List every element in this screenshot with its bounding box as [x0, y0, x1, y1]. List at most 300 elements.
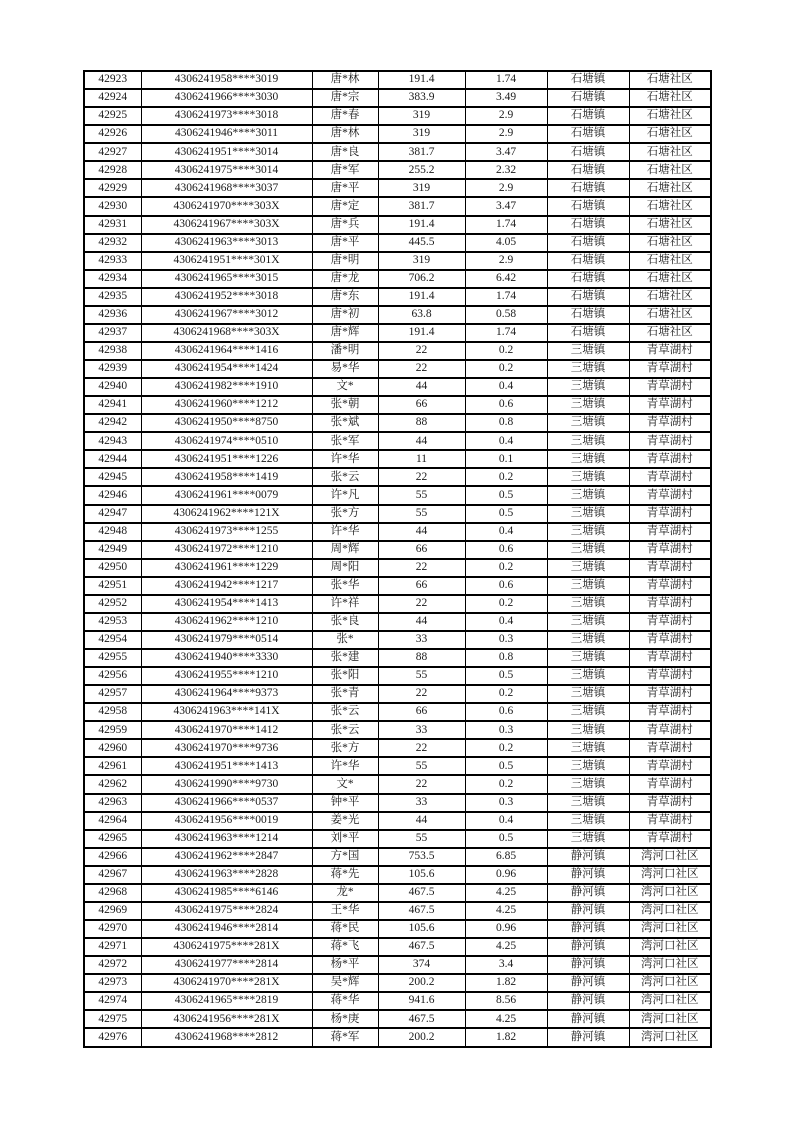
cell-village: 石塘社区	[629, 71, 711, 89]
cell-town: 三塘镇	[547, 830, 629, 848]
cell-village: 青草湖村	[629, 721, 711, 739]
cell-town: 石塘镇	[547, 270, 629, 288]
cell-id-number: 4306241966****3030	[141, 89, 312, 107]
cell-village: 青草湖村	[629, 667, 711, 685]
cell-village: 青草湖村	[629, 812, 711, 830]
cell-serial: 42974	[84, 992, 141, 1010]
table-row	[84, 902, 711, 920]
table-row	[84, 992, 711, 1010]
table-row	[84, 468, 711, 486]
cell-town: 三塘镇	[547, 523, 629, 541]
cell-id-number: 4306241979****0514	[141, 631, 312, 649]
cell-town: 石塘镇	[547, 324, 629, 342]
table-row	[84, 938, 711, 956]
cell-name: 唐*平	[312, 179, 378, 197]
cell-village: 石塘社区	[629, 179, 711, 197]
cell-amount: 467.5	[378, 884, 465, 902]
cell-amount: 191.4	[378, 324, 465, 342]
table-row	[84, 541, 711, 559]
cell-id-number: 4306241958****1419	[141, 468, 312, 486]
cell-name: 许*华	[312, 450, 378, 468]
cell-id-number: 4306241956****281X	[141, 1010, 312, 1028]
cell-rate: 4.25	[465, 884, 547, 902]
cell-amount: 467.5	[378, 1010, 465, 1028]
table-row	[84, 848, 711, 866]
cell-rate: 0.2	[465, 342, 547, 360]
cell-serial: 42941	[84, 396, 141, 414]
cell-town: 石塘镇	[547, 179, 629, 197]
table-row	[84, 486, 711, 504]
cell-serial: 42930	[84, 197, 141, 215]
cell-serial: 42940	[84, 378, 141, 396]
cell-rate: 0.1	[465, 450, 547, 468]
cell-name: 刘*平	[312, 830, 378, 848]
cell-amount: 66	[378, 541, 465, 559]
cell-rate: 0.4	[465, 378, 547, 396]
cell-town: 三塘镇	[547, 378, 629, 396]
cell-id-number: 4306241965****3015	[141, 270, 312, 288]
cell-serial: 42967	[84, 866, 141, 884]
cell-village: 石塘社区	[629, 324, 711, 342]
cell-town: 静河镇	[547, 992, 629, 1010]
cell-amount: 44	[378, 812, 465, 830]
cell-serial: 42969	[84, 902, 141, 920]
cell-rate: 0.6	[465, 396, 547, 414]
cell-name: 许*华	[312, 757, 378, 775]
cell-rate: 4.25	[465, 1010, 547, 1028]
cell-village: 青草湖村	[629, 595, 711, 613]
cell-amount: 44	[378, 523, 465, 541]
cell-amount: 22	[378, 342, 465, 360]
cell-rate: 6.42	[465, 270, 547, 288]
cell-town: 三塘镇	[547, 631, 629, 649]
cell-amount: 445.5	[378, 234, 465, 252]
table-row	[84, 812, 711, 830]
cell-village: 青草湖村	[629, 685, 711, 703]
cell-town: 三塘镇	[547, 685, 629, 703]
cell-name: 易*华	[312, 360, 378, 378]
cell-rate: 0.6	[465, 577, 547, 595]
cell-id-number: 4306241954****1413	[141, 595, 312, 613]
cell-amount: 467.5	[378, 938, 465, 956]
cell-id-number: 4306241962****121X	[141, 505, 312, 523]
cell-name: 周*阳	[312, 559, 378, 577]
cell-village: 青草湖村	[629, 559, 711, 577]
cell-id-number: 4306241951****3014	[141, 143, 312, 161]
cell-rate: 2.9	[465, 125, 547, 143]
cell-id-number: 4306241970****1412	[141, 721, 312, 739]
cell-rate: 0.2	[465, 559, 547, 577]
cell-town: 石塘镇	[547, 306, 629, 324]
cell-amount: 941.6	[378, 992, 465, 1010]
cell-amount: 319	[378, 179, 465, 197]
cell-town: 静河镇	[547, 1010, 629, 1028]
cell-town: 三塘镇	[547, 775, 629, 793]
cell-village: 青草湖村	[629, 432, 711, 450]
cell-village: 青草湖村	[629, 378, 711, 396]
cell-name: 张*阳	[312, 667, 378, 685]
cell-name: 唐*林	[312, 71, 378, 89]
cell-name: 钟*平	[312, 794, 378, 812]
cell-town: 静河镇	[547, 956, 629, 974]
table-row	[84, 324, 711, 342]
cell-village: 青草湖村	[629, 739, 711, 757]
cell-name: 唐*春	[312, 107, 378, 125]
cell-amount: 44	[378, 432, 465, 450]
cell-name: 唐*平	[312, 234, 378, 252]
cell-serial: 42965	[84, 830, 141, 848]
cell-town: 三塘镇	[547, 468, 629, 486]
cell-id-number: 4306241942****1217	[141, 577, 312, 595]
cell-name: 张*华	[312, 577, 378, 595]
cell-village: 湾河口社区	[629, 902, 711, 920]
cell-amount: 22	[378, 739, 465, 757]
cell-name: 张*建	[312, 649, 378, 667]
cell-amount: 255.2	[378, 161, 465, 179]
cell-amount: 44	[378, 613, 465, 631]
cell-rate: 2.9	[465, 107, 547, 125]
cell-id-number: 4306241963****3013	[141, 234, 312, 252]
table-row	[84, 974, 711, 992]
cell-id-number: 4306241952****3018	[141, 288, 312, 306]
table-row	[84, 143, 711, 161]
cell-name: 张*青	[312, 685, 378, 703]
cell-serial: 42958	[84, 703, 141, 721]
cell-id-number: 4306241974****0510	[141, 432, 312, 450]
cell-name: 许*华	[312, 523, 378, 541]
cell-serial: 42970	[84, 920, 141, 938]
cell-name: 蒋*军	[312, 1028, 378, 1047]
cell-serial: 42938	[84, 342, 141, 360]
cell-id-number: 4306241946****2814	[141, 920, 312, 938]
cell-serial: 42976	[84, 1028, 141, 1047]
cell-id-number: 4306241955****1210	[141, 667, 312, 685]
cell-serial: 42963	[84, 794, 141, 812]
table-row	[84, 577, 711, 595]
cell-rate: 2.9	[465, 252, 547, 270]
cell-village: 湾河口社区	[629, 938, 711, 956]
cell-rate: 0.96	[465, 920, 547, 938]
cell-name: 姜*光	[312, 812, 378, 830]
cell-serial: 42929	[84, 179, 141, 197]
cell-rate: 0.2	[465, 685, 547, 703]
cell-village: 石塘社区	[629, 89, 711, 107]
table-row	[84, 234, 711, 252]
cell-id-number: 4306241964****9373	[141, 685, 312, 703]
cell-town: 三塘镇	[547, 396, 629, 414]
cell-rate: 1.74	[465, 216, 547, 234]
cell-amount: 88	[378, 649, 465, 667]
cell-name: 唐*东	[312, 288, 378, 306]
cell-rate: 1.74	[465, 288, 547, 306]
cell-town: 三塘镇	[547, 757, 629, 775]
cell-id-number: 4306241975****3014	[141, 161, 312, 179]
cell-amount: 319	[378, 125, 465, 143]
cell-village: 石塘社区	[629, 161, 711, 179]
cell-village: 青草湖村	[629, 613, 711, 631]
cell-serial: 42928	[84, 161, 141, 179]
cell-serial: 42923	[84, 71, 141, 89]
table-row	[84, 920, 711, 938]
cell-amount: 88	[378, 414, 465, 432]
cell-id-number: 4306241963****1214	[141, 830, 312, 848]
cell-rate: 8.56	[465, 992, 547, 1010]
cell-amount: 66	[378, 396, 465, 414]
cell-rate: 3.47	[465, 197, 547, 215]
cell-id-number: 4306241965****2819	[141, 992, 312, 1010]
cell-rate: 0.5	[465, 667, 547, 685]
cell-town: 三塘镇	[547, 667, 629, 685]
cell-village: 湾河口社区	[629, 1010, 711, 1028]
cell-id-number: 4306241951****1413	[141, 757, 312, 775]
cell-town: 三塘镇	[547, 703, 629, 721]
cell-rate: 0.5	[465, 505, 547, 523]
table-row	[84, 794, 711, 812]
cell-village: 石塘社区	[629, 252, 711, 270]
table-row	[84, 197, 711, 215]
table-row	[84, 107, 711, 125]
table-row	[84, 288, 711, 306]
cell-name: 张*良	[312, 613, 378, 631]
cell-id-number: 4306241970****303X	[141, 197, 312, 215]
cell-amount: 55	[378, 830, 465, 848]
table-row	[84, 161, 711, 179]
cell-serial: 42961	[84, 757, 141, 775]
cell-amount: 63.8	[378, 306, 465, 324]
cell-amount: 374	[378, 956, 465, 974]
cell-serial: 42943	[84, 432, 141, 450]
cell-rate: 0.3	[465, 794, 547, 812]
cell-rate: 0.2	[465, 360, 547, 378]
cell-name: 张*斌	[312, 414, 378, 432]
table-row	[84, 775, 711, 793]
cell-name: 潘*明	[312, 342, 378, 360]
cell-serial: 42947	[84, 505, 141, 523]
cell-village: 青草湖村	[629, 794, 711, 812]
cell-village: 青草湖村	[629, 468, 711, 486]
cell-rate: 0.4	[465, 523, 547, 541]
cell-rate: 1.74	[465, 324, 547, 342]
cell-town: 静河镇	[547, 866, 629, 884]
cell-town: 静河镇	[547, 848, 629, 866]
cell-serial: 42926	[84, 125, 141, 143]
cell-serial: 42925	[84, 107, 141, 125]
cell-amount: 22	[378, 360, 465, 378]
cell-rate: 0.6	[465, 541, 547, 559]
cell-village: 湾河口社区	[629, 866, 711, 884]
cell-id-number: 4306241967****3012	[141, 306, 312, 324]
cell-id-number: 4306241982****1910	[141, 378, 312, 396]
cell-amount: 191.4	[378, 71, 465, 89]
cell-name: 唐*定	[312, 197, 378, 215]
cell-village: 石塘社区	[629, 288, 711, 306]
cell-id-number: 4306241990****9730	[141, 775, 312, 793]
cell-serial: 42939	[84, 360, 141, 378]
cell-village: 青草湖村	[629, 414, 711, 432]
cell-village: 湾河口社区	[629, 992, 711, 1010]
cell-rate: 4.25	[465, 902, 547, 920]
cell-rate: 0.8	[465, 414, 547, 432]
table-row	[84, 125, 711, 143]
cell-serial: 42935	[84, 288, 141, 306]
cell-rate: 0.2	[465, 739, 547, 757]
cell-serial: 42950	[84, 559, 141, 577]
cell-id-number: 4306241972****1210	[141, 541, 312, 559]
cell-id-number: 4306241963****141X	[141, 703, 312, 721]
cell-id-number: 4306241966****0537	[141, 794, 312, 812]
cell-rate: 0.3	[465, 721, 547, 739]
table-row	[84, 432, 711, 450]
cell-village: 青草湖村	[629, 830, 711, 848]
table-row	[84, 179, 711, 197]
cell-id-number: 4306241940****3330	[141, 649, 312, 667]
cell-rate: 2.32	[465, 161, 547, 179]
cell-rate: 0.2	[465, 775, 547, 793]
cell-name: 许*凡	[312, 486, 378, 504]
cell-amount: 191.4	[378, 288, 465, 306]
cell-id-number: 4306241968****3037	[141, 179, 312, 197]
cell-village: 青草湖村	[629, 342, 711, 360]
cell-town: 三塘镇	[547, 812, 629, 830]
cell-serial: 42931	[84, 216, 141, 234]
cell-village: 青草湖村	[629, 450, 711, 468]
cell-id-number: 4306241951****301X	[141, 252, 312, 270]
cell-town: 石塘镇	[547, 89, 629, 107]
table-row	[84, 884, 711, 902]
table-row	[84, 89, 711, 107]
cell-rate: 1.74	[465, 71, 547, 89]
cell-village: 青草湖村	[629, 649, 711, 667]
table-row	[84, 649, 711, 667]
cell-name: 杨*庚	[312, 1010, 378, 1028]
cell-village: 青草湖村	[629, 775, 711, 793]
cell-amount: 22	[378, 468, 465, 486]
cell-town: 三塘镇	[547, 721, 629, 739]
cell-name: 唐*良	[312, 143, 378, 161]
subsidy-table	[83, 70, 712, 1048]
cell-town: 三塘镇	[547, 414, 629, 432]
cell-amount: 22	[378, 559, 465, 577]
cell-amount: 381.7	[378, 197, 465, 215]
cell-rate: 0.2	[465, 595, 547, 613]
cell-name: 张*军	[312, 432, 378, 450]
cell-name: 张*云	[312, 703, 378, 721]
cell-serial: 42964	[84, 812, 141, 830]
cell-serial: 42945	[84, 468, 141, 486]
cell-name: 唐*军	[312, 161, 378, 179]
table-row	[84, 1028, 711, 1047]
cell-name: 唐*林	[312, 125, 378, 143]
cell-rate: 0.4	[465, 432, 547, 450]
cell-village: 青草湖村	[629, 396, 711, 414]
cell-village: 湾河口社区	[629, 956, 711, 974]
cell-rate: 4.05	[465, 234, 547, 252]
cell-village: 石塘社区	[629, 197, 711, 215]
cell-village: 石塘社区	[629, 234, 711, 252]
table-row	[84, 559, 711, 577]
table-row	[84, 956, 711, 974]
cell-amount: 66	[378, 703, 465, 721]
cell-amount: 22	[378, 595, 465, 613]
cell-name: 王*华	[312, 902, 378, 920]
table-row	[84, 830, 711, 848]
cell-village: 石塘社区	[629, 306, 711, 324]
cell-amount: 200.2	[378, 1028, 465, 1047]
table-row	[84, 667, 711, 685]
table-row	[84, 1010, 711, 1028]
cell-serial: 42957	[84, 685, 141, 703]
cell-id-number: 4306241951****1226	[141, 450, 312, 468]
table-row	[84, 306, 711, 324]
cell-town: 石塘镇	[547, 197, 629, 215]
cell-serial: 42955	[84, 649, 141, 667]
cell-name: 杨*平	[312, 956, 378, 974]
cell-amount: 55	[378, 757, 465, 775]
cell-amount: 753.5	[378, 848, 465, 866]
cell-amount: 105.6	[378, 866, 465, 884]
cell-serial: 42959	[84, 721, 141, 739]
cell-amount: 467.5	[378, 902, 465, 920]
cell-rate: 0.5	[465, 830, 547, 848]
cell-rate: 0.3	[465, 631, 547, 649]
cell-rate: 3.49	[465, 89, 547, 107]
cell-serial: 42924	[84, 89, 141, 107]
cell-amount: 706.2	[378, 270, 465, 288]
table-row	[84, 703, 711, 721]
cell-amount: 22	[378, 775, 465, 793]
cell-town: 石塘镇	[547, 252, 629, 270]
cell-id-number: 4306241968****2812	[141, 1028, 312, 1047]
cell-town: 静河镇	[547, 974, 629, 992]
cell-serial: 42933	[84, 252, 141, 270]
cell-town: 三塘镇	[547, 486, 629, 504]
cell-serial: 42973	[84, 974, 141, 992]
cell-id-number: 4306241958****3019	[141, 71, 312, 89]
cell-name: 张*方	[312, 505, 378, 523]
cell-name: 许*祥	[312, 595, 378, 613]
cell-town: 三塘镇	[547, 505, 629, 523]
cell-village: 青草湖村	[629, 360, 711, 378]
cell-serial: 42937	[84, 324, 141, 342]
cell-serial: 42951	[84, 577, 141, 595]
cell-village: 湾河口社区	[629, 920, 711, 938]
cell-town: 静河镇	[547, 920, 629, 938]
cell-name: 唐*辉	[312, 324, 378, 342]
table-row	[84, 721, 711, 739]
table-row	[84, 505, 711, 523]
cell-name: 张*云	[312, 468, 378, 486]
cell-village: 石塘社区	[629, 216, 711, 234]
cell-serial: 42927	[84, 143, 141, 161]
cell-rate: 1.82	[465, 1028, 547, 1047]
cell-name: 周*辉	[312, 541, 378, 559]
table-row	[84, 631, 711, 649]
table-row	[84, 216, 711, 234]
cell-serial: 42934	[84, 270, 141, 288]
cell-id-number: 4306241961****0079	[141, 486, 312, 504]
table-row	[84, 450, 711, 468]
cell-village: 湾河口社区	[629, 884, 711, 902]
cell-serial: 42971	[84, 938, 141, 956]
cell-town: 三塘镇	[547, 595, 629, 613]
cell-town: 静河镇	[547, 902, 629, 920]
cell-amount: 55	[378, 667, 465, 685]
cell-id-number: 4306241964****1416	[141, 342, 312, 360]
cell-amount: 33	[378, 631, 465, 649]
table-row	[84, 523, 711, 541]
table-row	[84, 396, 711, 414]
cell-id-number: 4306241977****2814	[141, 956, 312, 974]
